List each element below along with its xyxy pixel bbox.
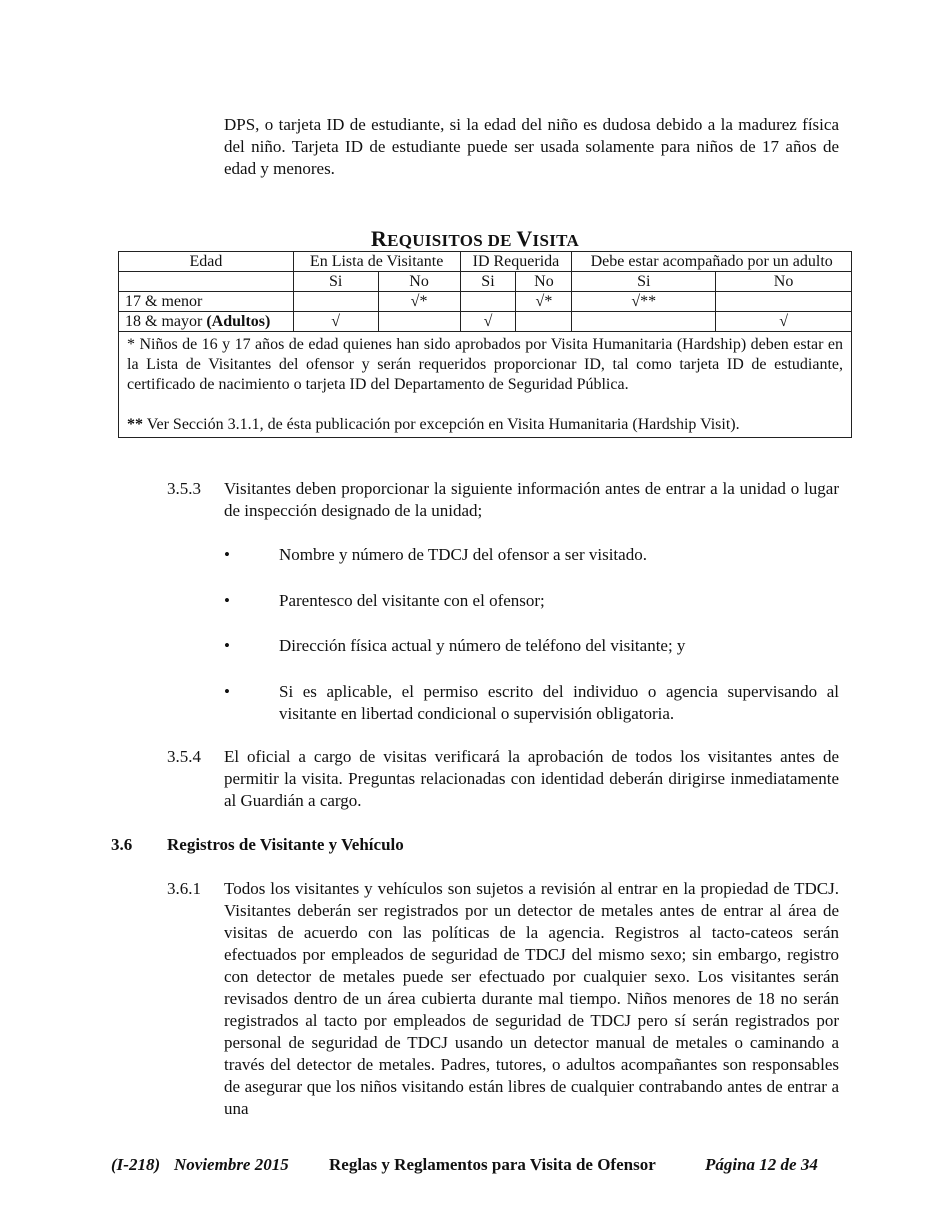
table-cell bbox=[293, 292, 378, 312]
header-edad: Edad bbox=[119, 252, 294, 272]
table-header-row bbox=[119, 252, 852, 272]
bullet-icon: • bbox=[224, 545, 230, 564]
section-heading: Registros de Visitante y Vehículo bbox=[167, 835, 404, 854]
table-note-1: * Niños de 16 y 17 años de edad quienes han sido aprobados por Visita Humanitaria (Hardship) deben estar en la Lista de Visitantes del ofensor y serán requeridos proporcionar ID, tal como tarjeta ID de estudiante, certificado de nacimiento o tarjeta ID del Departamento de Seguridad Pública. bbox=[127, 336, 843, 393]
subheader-cell: Si bbox=[460, 272, 516, 292]
footer-page: Página 12 de 34 bbox=[705, 1155, 818, 1174]
header-lista-visitante: En Lista de Visitante bbox=[293, 252, 460, 272]
table-cell bbox=[460, 292, 516, 312]
table-row bbox=[119, 312, 852, 332]
row-label-text: 17 & menor bbox=[125, 293, 203, 310]
table-note-2-text: Ver Sección 3.1.1, de ésta publicación por excepción en Visita Humanitaria (Hardship Visit). bbox=[143, 416, 740, 433]
table-title bbox=[0, 226, 950, 254]
table-cell bbox=[572, 312, 716, 332]
table-notes-row bbox=[119, 332, 852, 438]
table-title-rest-1: EQUISITOS DE bbox=[387, 231, 517, 250]
table-cell bbox=[378, 312, 460, 332]
section-3-5-4-text: El oficial a cargo de visitas verificará la aprobación de todos los visitantes antes de permitir la visita. Preguntas relacionadas con identidad deberán dirigirse inmediatamente al Guardián a cargo. bbox=[224, 747, 839, 810]
table-cell: √* bbox=[378, 292, 460, 312]
section-3-6-1-text: Todos los visitantes y vehículos son sujetos a revisión al entrar en la propiedad de TDCJ. Visitantes deberán ser registrados por un detector de metales antes de entrar al área de visitas de acuerdo con las políticas de la agencia. Registros al tacto-cateos serán efectuados por empleados de seguridad de TDCJ del mismo sexo; sin embargo, registro con detector de metales puede ser efectuado por cualquier sexo. Los visitantes serán revisados dentro de un área cubierta durante mal tiempo. Niños menores de 18 no serán registrados al tacto por empleados de seguridad de TDCJ pero sí serán registrados por personal de seguridad de TDCJ usando un detector manual de metales o caminando a través del detector de metales. Padres, tutores, o adultos acompañantes son responsables de asegurar que los niños visitando están libres de cualquier contrabando antes de entrar a una bbox=[224, 879, 839, 1118]
section-heading-number: 3.6 bbox=[111, 835, 133, 854]
table-cell: √* bbox=[516, 292, 572, 312]
table-title-rest-2: ISITA bbox=[532, 231, 580, 250]
row-label-text: 18 & mayor bbox=[125, 313, 207, 330]
footer-date: Noviembre 2015 bbox=[174, 1155, 289, 1174]
subheader-cell: No bbox=[378, 272, 460, 292]
row-label bbox=[119, 312, 294, 332]
row-label bbox=[119, 292, 294, 312]
table-cell bbox=[716, 292, 852, 312]
list-item: Parentesco del visitante con el ofensor; bbox=[279, 591, 545, 610]
intro-paragraph: DPS, o tarjeta ID de estudiante, si la edad del niño es dudosa debido a la madurez física del niño. Tarjeta ID de estudiante puede ser usada solamente para niños de 17 años de edad y menores. bbox=[224, 115, 839, 178]
subheader-empty bbox=[119, 272, 294, 292]
table-notes bbox=[119, 332, 852, 438]
section-number: 3.5.4 bbox=[167, 747, 201, 766]
subheader-cell: Si bbox=[572, 272, 716, 292]
table-row bbox=[119, 292, 852, 312]
header-acompanado-adulto: Debe estar acompañado por un adulto bbox=[572, 252, 852, 272]
subheader-cell: No bbox=[516, 272, 572, 292]
table-cell bbox=[516, 312, 572, 332]
list-item: Nombre y número de TDCJ del ofensor a ser visitado. bbox=[279, 545, 647, 564]
list-item: Dirección física actual y número de teléfono del visitante; y bbox=[279, 636, 686, 655]
section-3-5-3-text: Visitantes deben proporcionar la siguiente información antes de entrar a la unidad o lugar de inspección designado de la unidad; bbox=[224, 479, 839, 520]
footer-title: Reglas y Reglamentos para Visita de Ofensor bbox=[329, 1155, 656, 1174]
table-subheader-row bbox=[119, 272, 852, 292]
list-item: Si es aplicable, el permiso escrito del individuo o agencia supervisando al visitante en libertad condicional o supervisión obligatoria. bbox=[279, 682, 839, 723]
bullet-icon: • bbox=[224, 682, 230, 701]
table-note-2-mark: ** bbox=[127, 416, 143, 433]
section-number: 3.5.3 bbox=[167, 479, 201, 498]
table-cell: √ bbox=[716, 312, 852, 332]
bullet-icon: • bbox=[224, 591, 230, 610]
table-cell: √ bbox=[460, 312, 516, 332]
section-number: 3.6.1 bbox=[167, 879, 201, 898]
table-cell: √** bbox=[572, 292, 716, 312]
subheader-cell: Si bbox=[293, 272, 378, 292]
bullet-icon: • bbox=[224, 636, 230, 655]
row-label-bold: (Adultos) bbox=[206, 313, 271, 330]
visit-requirements-table bbox=[118, 251, 852, 438]
header-id-requerida: ID Requerida bbox=[460, 252, 572, 272]
table-note-2 bbox=[127, 415, 843, 435]
table-cell: √ bbox=[293, 312, 378, 332]
subheader-cell: No bbox=[716, 272, 852, 292]
table-title-initial-2: V bbox=[516, 226, 533, 251]
footer-doc-id: (I-218) bbox=[111, 1155, 161, 1174]
table-title-initial-1: R bbox=[370, 226, 388, 251]
